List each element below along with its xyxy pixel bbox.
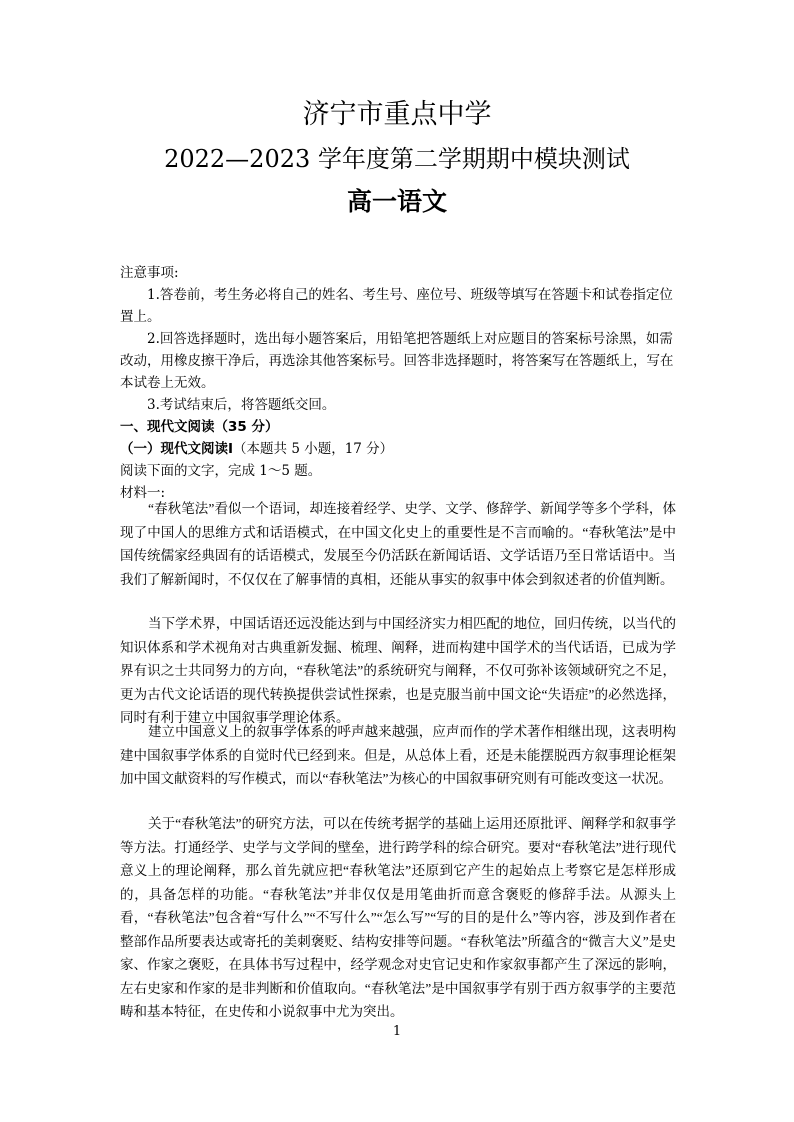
notes-item: 1.答卷前，考生务必将自己的姓名、考生号、座位号、班级等填写在答题卡和试卷指定位置上。 — [120, 287, 673, 325]
exam-title: 2022—2023 学年度第二学期期中模块测试 — [164, 145, 630, 173]
page-number: 1 — [392, 1024, 402, 1039]
notes-heading: 注意事项: — [120, 265, 179, 281]
instruction: 阅读下面的文字，完成 1～5 题。 — [120, 463, 322, 479]
notes-item: 3.考试结束后，将答题纸交回。 — [147, 397, 336, 413]
passage-text: 当下学术界，中国话语还远没能达到与中国经济实力相匹配的地位，回归传统，以当代的知识体系和学术视角对古典重新发掘、梳理、阐释，进而构建中国学术的当代话语，已成为学界有识之士共同努力的方向，“春秋笔法”的系统研究与阐释，不仅可弥补该领域研究之不足，更为古代文论话语的现代转换提供尝试性探索，也是克服当前中国文论“失语症”的必然选择，同时有利于建立中国叙事学理论体系。 — [120, 616, 676, 725]
school-title: 济宁市重点中学 — [302, 99, 492, 130]
material-label: 材料一: — [120, 485, 166, 501]
subject-title: 高一语文 — [346, 187, 447, 216]
section-title: 一、现代文阅读（35 分） — [120, 419, 279, 435]
passage-text: 关于“春秋笔法”的研究方法，可以在传统考据学的基础上运用还原批评、阐释学和叙事学等方法。打通经学、史学与文学间的壁垒，进行跨学科的综合研究。要对“春秋笔法”进行现代意义上的理论阐释，那么首先就应把“春秋笔法”还原到它产生的起始点上考察它是怎样形成的，具备怎样的功能。“春秋笔法”并非仅仅是用笔曲折而意含褒贬的修辞手法。从源头上看，“春秋笔法”包含着“写什么”“不写什么”“怎么写”“写的目的是什么”等内容，涉及到作者在整部作品所要表达或寄托的美刺褒贬、结构安排等问题。“春秋笔法”所蕴含的“微言大义”是史家、作家之褒贬，在具体书写过程中，经学观念对史官记史和作家叙事都产生了深远的影响，左右史家和作家的是非判断和价值取向。“春秋笔法”是中国叙事学有别于西方叙事学的主要范畴和基本特征，在史传和小说叙事中尤为突出。 — [120, 816, 676, 1019]
passage-paragraph-1 — [120, 497, 676, 591]
passage-paragraph-3 — [120, 720, 676, 791]
subsection-title — [120, 438, 676, 460]
passage-paragraph-2 — [120, 612, 676, 730]
notes-item: 2.回答选择题时，选出每小题答案后，用铅笔把答题纸上对应题目的答案标号涂黑，如需改动，用橡皮擦干净后，再选涂其他答案标号。回答非选择题时，将答案写在答题纸上，写在本试卷上无效。 — [120, 331, 674, 391]
subsection-label: （一）现代文阅读Ⅰ — [120, 441, 234, 457]
passage-paragraph-4 — [120, 812, 676, 1024]
subsection-note: （本题共 5 小题，17 分） — [233, 441, 394, 457]
passage-text: 建立中国意义上的叙事学体系的呼声越来越强，应声而作的学术著作相继出现，这表明构建中国叙事学体系的自觉时代已经到来。但是，从总体上看，还是未能摆脱西方叙事理论框架加中国文献资料的写作模式，而以“春秋笔法”为核心的中国叙事研究则有可能改变这一状况。 — [120, 724, 676, 786]
passage-text: “春秋笔法”看似一个语词，却连接着经学、史学、文学、修辞学、新闻学等多个学科，体现了中国人的思维方式和话语模式，在中国文化史上的重要性是不言而喻的。“春秋笔法”是中国传统儒家经典固有的话语模式，发展至今仍活跃在新闻话语、文学话语乃至日常话语中。当我们了解新闻时，不仅仅在了解事情的真相，还能从事实的叙事中体会到叙述者的价值判断。 — [120, 501, 676, 587]
exam-notes — [120, 262, 676, 504]
